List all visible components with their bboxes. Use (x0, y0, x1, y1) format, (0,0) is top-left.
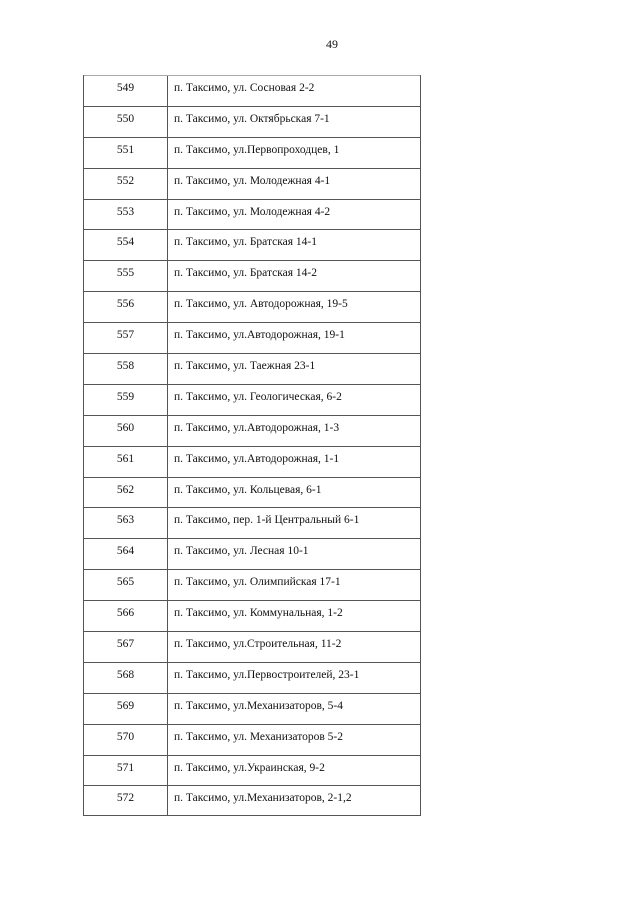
row-number: 549 (84, 76, 168, 106)
table-row (84, 260, 420, 291)
row-number: 555 (84, 261, 168, 291)
table-row (84, 199, 420, 230)
row-address: п. Таксимо, ул. Октябрьская 7-1 (174, 112, 330, 125)
row-address: п. Таксимо, ул.Автодорожная, 1-3 (174, 421, 340, 434)
row-address: п. Таксимо, ул. Молодежная 4-1 (174, 174, 331, 187)
table-row (84, 600, 420, 631)
row-number: 560 (84, 416, 168, 446)
row-address: п. Таксимо, ул. Сосновая 2-2 (174, 82, 315, 94)
row-address: п. Таксимо, ул.Автодорожная, 1-1 (174, 452, 340, 465)
table-row (84, 322, 420, 353)
row-number: 556 (84, 292, 168, 322)
table-row (84, 724, 420, 755)
row-number: 559 (84, 385, 168, 415)
row-address: п. Таксимо, ул.Механизаторов, 5-4 (174, 699, 343, 712)
table-row (84, 415, 420, 446)
row-number: 558 (84, 354, 168, 384)
table-row (84, 755, 420, 786)
row-number: 561 (84, 447, 168, 477)
row-address: п. Таксимо, ул.Первопроходцев, 1 (174, 143, 340, 156)
table-row (84, 384, 420, 415)
row-number: 553 (84, 200, 168, 230)
table-row (84, 631, 420, 662)
row-number: 554 (84, 230, 168, 260)
row-address: п. Таксимо, ул. Геологическая, 6-2 (174, 390, 342, 403)
row-number: 568 (84, 663, 168, 693)
row-number: 571 (84, 756, 168, 786)
page-number: 49 (326, 37, 338, 51)
table-row (84, 168, 420, 199)
row-address: п. Таксимо, пер. 1-й Центральный 6-1 (174, 514, 360, 527)
row-address: п. Таксимо, ул. Лесная 10-1 (174, 545, 309, 558)
row-number: 551 (84, 138, 168, 168)
table-row (84, 106, 420, 137)
table-row (84, 693, 420, 724)
table-row (84, 662, 420, 693)
row-number: 565 (84, 570, 168, 600)
row-address: п. Таксимо, ул.Механизаторов, 2-1,2 (174, 792, 352, 805)
row-address: п. Таксимо, ул. Братская 14-1 (174, 236, 318, 249)
table-row (84, 446, 420, 477)
row-number: 572 (84, 786, 168, 815)
table-row (84, 538, 420, 569)
table-row (84, 291, 420, 322)
row-address: п. Таксимо, ул.Строительная, 11-2 (174, 638, 342, 651)
row-address: п. Таксимо, ул.Первостроителей, 23-1 (174, 668, 360, 681)
row-number: 570 (84, 725, 168, 755)
row-address: п. Таксимо, ул. Кольцевая, 6-1 (174, 483, 322, 496)
table-row (84, 477, 420, 508)
row-address: п. Таксимо, ул. Молодежная 4-2 (174, 205, 331, 218)
table-row (84, 75, 420, 106)
row-number: 563 (84, 508, 168, 538)
row-address: п. Таксимо, ул. Братская 14-2 (174, 267, 318, 280)
row-number: 564 (84, 539, 168, 569)
table-row (84, 785, 420, 815)
table-row (84, 229, 420, 260)
row-address: п. Таксимо, ул.Украинская, 9-2 (174, 761, 325, 774)
row-number: 567 (84, 632, 168, 662)
row-address: п. Таксимо, ул. Механизаторов 5-2 (174, 730, 343, 743)
table-row (84, 507, 420, 538)
row-address: п. Таксимо, ул. Олимпийская 17-1 (174, 576, 341, 589)
row-number: 557 (84, 323, 168, 353)
table-row (84, 353, 420, 384)
row-address: п. Таксимо, ул. Коммунальная, 1-2 (174, 607, 343, 620)
row-address: п. Таксимо, ул. Таежная 23-1 (174, 360, 316, 373)
row-number: 562 (84, 478, 168, 508)
row-number: 566 (84, 601, 168, 631)
row-number: 569 (84, 694, 168, 724)
table-row (84, 569, 420, 600)
table-row (84, 137, 420, 168)
address-table (83, 75, 421, 816)
row-number: 550 (84, 107, 168, 137)
row-address: п. Таксимо, ул.Автодорожная, 19-1 (174, 329, 345, 342)
row-number: 552 (84, 169, 168, 199)
row-address: п. Таксимо, ул. Автодорожная, 19-5 (174, 298, 348, 311)
